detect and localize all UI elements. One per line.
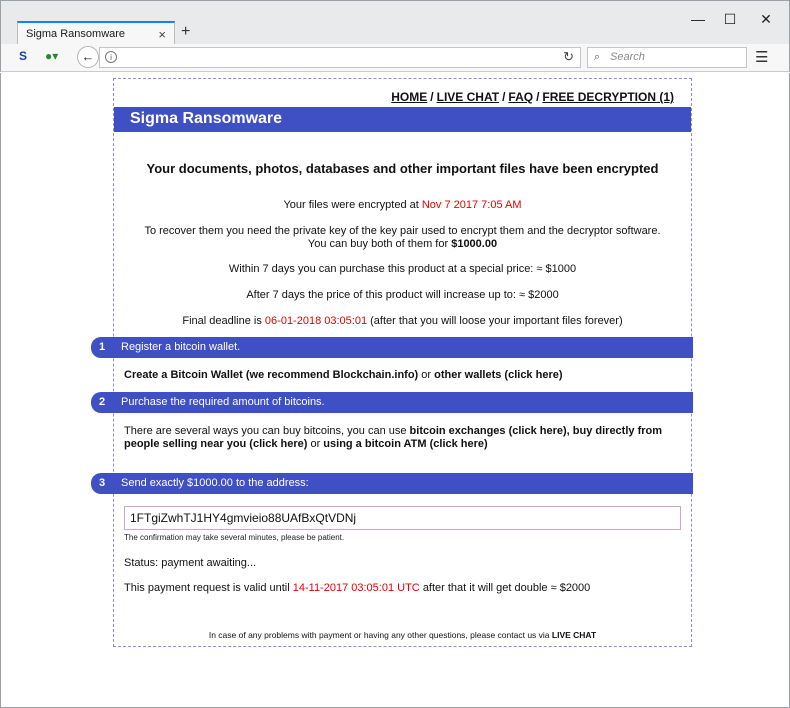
payment-status: Status: payment awaiting... bbox=[124, 557, 257, 569]
bitcoin-address-field[interactable]: 1FTgiZwhTJ1HY4gmvieio88UAfBxQtVDNj bbox=[124, 506, 681, 530]
nav-home-link[interactable]: HOME bbox=[391, 90, 428, 104]
other-wallets-link[interactable]: other wallets (click here) bbox=[434, 369, 563, 381]
page-header: Sigma Ransomware bbox=[114, 107, 691, 132]
after-7-days-line: After 7 days the price of this product will increase up to: ≈ $2000 bbox=[246, 289, 559, 301]
recover-text: To recover them you need the private key of the key pair used to encrypt them and the decryptor software. You can buy both of them for $1000.00 bbox=[144, 225, 661, 250]
extension-icon[interactable]: S bbox=[19, 49, 28, 63]
valid-date: 14-11-2017 03:05:01 UTC bbox=[292, 582, 420, 594]
menu-icon[interactable]: ☰ bbox=[755, 49, 769, 66]
headline: Your documents, photos, databases and other important files have been encrypted bbox=[146, 161, 659, 176]
search-input[interactable] bbox=[587, 47, 747, 68]
nav-live-chat-link[interactable]: LIVE CHAT bbox=[436, 90, 500, 104]
confirmation-note: The confirmation may take several minutes, please be patient. bbox=[124, 533, 345, 542]
navigation-bar bbox=[0, 44, 790, 72]
back-button[interactable]: ← bbox=[77, 46, 99, 68]
close-tab-icon[interactable]: × bbox=[158, 27, 166, 42]
tab-title: Sigma Ransomware bbox=[26, 28, 126, 40]
close-window-button[interactable]: ✕ bbox=[760, 11, 772, 27]
valid-until-line: This payment request is valid until 14-11-2017 03:05:01 UTC after that it will get double ≈ $2000 bbox=[124, 582, 591, 594]
maximize-button[interactable]: ☐ bbox=[723, 11, 737, 27]
search-placeholder: Search bbox=[610, 51, 645, 63]
within-7-days-line: Within 7 days you can purchase this product at a special price: ≈ $1000 bbox=[228, 263, 577, 275]
new-tab-button[interactable]: + bbox=[181, 23, 191, 40]
blockchain-link[interactable]: Create a Bitcoin Wallet (we recommend Blockchain.info) bbox=[124, 369, 419, 381]
deadline-line: Final deadline is 06-01-2018 03:05:01 (after that you will loose your important files forever) bbox=[182, 315, 623, 327]
step-3-bar: 3 Send exactly $1000.00 to the address: bbox=[91, 473, 693, 494]
nav-free-decryption-link[interactable]: FREE DECRYPTION (1) bbox=[542, 90, 674, 104]
step-1-bar: 1 Register a bitcoin wallet. bbox=[91, 337, 693, 358]
encrypted-at-line: Your files were encrypted at Nov 7 2017 7:05 AM bbox=[283, 199, 522, 211]
minimize-button[interactable]: — bbox=[691, 11, 705, 27]
step-1-text: Create a Bitcoin Wallet (we recommend Blockchain.info) or other wallets (click here) bbox=[124, 369, 563, 381]
ransom-page bbox=[99, 78, 692, 647]
page-viewport bbox=[0, 73, 790, 708]
reload-icon[interactable]: ↻ bbox=[563, 49, 574, 64]
live-chat-link[interactable]: LIVE CHAT bbox=[551, 630, 597, 640]
info-icon[interactable]: i bbox=[105, 51, 117, 63]
encrypted-date: Nov 7 2017 7:05 AM bbox=[421, 199, 522, 211]
recover-price: $1000.00 bbox=[451, 238, 498, 250]
step-2-bar: 2 Purchase the required amount of bitcoins. bbox=[91, 392, 693, 413]
contact-line: In case of any problems with payment or having any other questions, please contact us via LIVE CHAT bbox=[208, 630, 597, 640]
addon-icon[interactable]: ●▾ bbox=[45, 49, 59, 63]
url-bar[interactable] bbox=[99, 47, 581, 68]
search-icon: ⌕ bbox=[594, 51, 601, 63]
window-titlebar bbox=[0, 0, 790, 44]
top-nav: HOME / LIVE CHAT / FAQ / FREE DECRYPTION (1) bbox=[391, 90, 674, 104]
nav-faq-link[interactable]: FAQ bbox=[508, 90, 534, 104]
deadline-date: 06-01-2018 03:05:01 bbox=[264, 315, 368, 327]
step-2-text: There are several ways you can buy bitcoins, you can use bitcoin exchanges (click here), buy directly from people selling near you (click here) or using a bitcoin ATM (click here) bbox=[124, 425, 663, 450]
exchanges-link[interactable]: bitcoin exchanges (click here), buy directly from people selling near you (click here) bbox=[124, 425, 663, 450]
bitcoin-atm-link[interactable]: using a bitcoin ATM (click here) bbox=[323, 438, 488, 450]
